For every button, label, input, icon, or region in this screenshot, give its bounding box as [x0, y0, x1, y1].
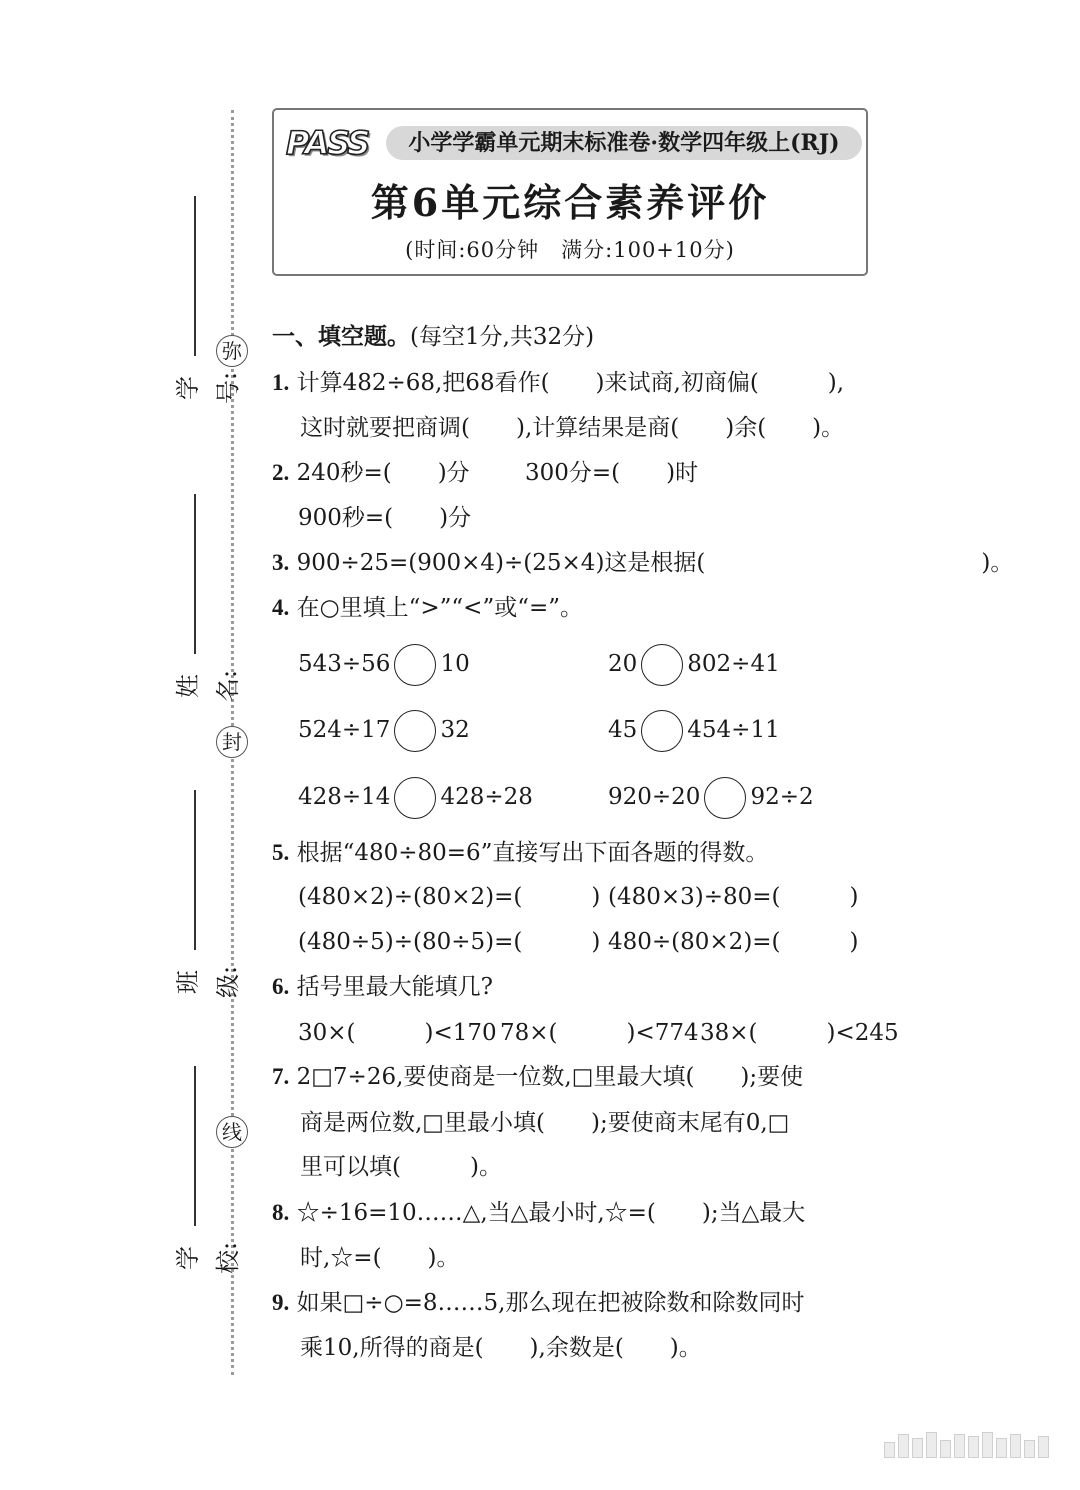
compare-left-operand: 920÷20 — [608, 784, 701, 810]
question-6-item-c: 38×( )<245 — [700, 1020, 899, 1046]
question-7-number: 7. — [272, 1064, 290, 1089]
question-1-line-1 — [272, 368, 844, 398]
question-2-number: 2. — [272, 460, 290, 485]
answer-circle[interactable] — [641, 644, 683, 686]
question-8-text-1: ☆÷16=10……△,当△最小时,☆=( );当△最大 — [296, 1200, 806, 1226]
question-5-text: 根据“480÷80=6”直接写出下面各题的得数。 — [296, 840, 769, 866]
answer-circle[interactable] — [394, 710, 436, 752]
time-info: (时间:60分钟 满分:100+10分) — [405, 238, 735, 262]
question-3-number: 3. — [272, 550, 290, 575]
question-8-text-2: 时,☆=( )。 — [300, 1245, 460, 1271]
question-5 — [272, 838, 768, 868]
answer-circle[interactable] — [641, 710, 683, 752]
question-8-line-1 — [272, 1198, 805, 1228]
section-heading — [272, 322, 594, 352]
compare-right-operand: 92÷2 — [750, 784, 814, 810]
question-1-text-2: 这时就要把商调( ),计算结果是商( )余( )。 — [300, 415, 845, 441]
question-9-text-2: 乘10,所得的商是( ),余数是( )。 — [300, 1335, 702, 1361]
question-5-item-d: 480÷(80×2)=( ) — [608, 929, 859, 955]
page-title: 第6单元综合素养评价 — [370, 180, 770, 225]
question-4-number: 4. — [272, 595, 290, 620]
school-label: 学校: — [174, 1241, 242, 1275]
answer-circle[interactable] — [394, 644, 436, 686]
question-9-line-1 — [272, 1288, 804, 1318]
question-3 — [272, 548, 1013, 578]
question-2-item-c: 900秒=( )分 — [298, 505, 472, 531]
compare-left-operand: 524÷17 — [298, 717, 391, 743]
compare-row-1-right — [608, 642, 780, 686]
watermark-bars — [884, 1432, 1056, 1458]
compare-right-operand: 454÷11 — [687, 717, 780, 743]
question-4 — [272, 593, 583, 623]
pass-logo: PASS — [286, 124, 369, 162]
question-5-item-a: (480×2)÷(80×2)=( ) — [298, 884, 601, 910]
compare-row-1-left — [298, 642, 470, 686]
answer-circle[interactable] — [704, 777, 746, 819]
seal-mi: 弥 — [216, 335, 248, 367]
question-6-item-b: 78×( )<774 — [500, 1020, 699, 1046]
compare-left-operand: 45 — [608, 717, 638, 743]
compare-right-operand: 428÷28 — [440, 784, 533, 810]
question-7-text-2: 商是两位数,□里最小填( );要使商末尾有0,□ — [300, 1110, 790, 1136]
compare-right-operand: 10 — [440, 651, 470, 677]
compare-row-3-right — [608, 775, 814, 819]
question-5-number: 5. — [272, 840, 290, 865]
question-6-number: 6. — [272, 974, 290, 999]
section-heading-title: 一、填空题。 — [272, 323, 410, 350]
question-5-item-c: (480÷5)÷(80÷5)=( ) — [298, 929, 601, 955]
question-8-number: 8. — [272, 1200, 290, 1225]
question-2-item-a: 240秒=( )分 — [296, 460, 470, 486]
compare-row-2-left — [298, 708, 470, 752]
compare-left-operand: 428÷14 — [298, 784, 391, 810]
compare-right-operand: 32 — [440, 717, 470, 743]
section-heading-note: (每空1分,共32分) — [410, 324, 595, 350]
answer-circle[interactable] — [394, 777, 436, 819]
question-1-number: 1. — [272, 370, 290, 395]
question-1-text-1: 计算482÷68,把68看作( )来试商,初商偏( ), — [296, 370, 845, 396]
question-6 — [272, 972, 493, 1002]
compare-row-3-left — [298, 775, 533, 819]
question-3-text: 900÷25=(900×4)÷(25×4)这是根据( )。 — [296, 550, 1014, 576]
name-label: 姓名: — [174, 669, 242, 703]
question-2-item-b: 300分=( )时 — [525, 460, 699, 486]
question-6-text: 括号里最大能填几? — [296, 974, 493, 1000]
question-6-item-a: 30×( )<170 — [298, 1020, 497, 1046]
compare-row-2-right — [608, 708, 780, 752]
question-7-text-3: 里可以填( )。 — [300, 1154, 502, 1180]
question-9-text-1: 如果□÷○=8……5,那么现在把被除数和除数同时 — [296, 1290, 805, 1316]
compare-left-operand: 20 — [608, 651, 638, 677]
question-2-line-1 — [272, 458, 470, 488]
compare-left-operand: 543÷56 — [298, 651, 391, 677]
question-9-number: 9. — [272, 1290, 290, 1315]
student-number-label: 学号: — [174, 371, 242, 405]
seal-feng: 封 — [216, 726, 248, 758]
question-7-line-1 — [272, 1062, 803, 1092]
question-5-item-b: (480×3)÷80=( ) — [608, 884, 859, 910]
question-4-text: 在○里填上“>”“<”或“=”。 — [296, 595, 583, 621]
question-7-text-1: 2□7÷26,要使商是一位数,□里最大填( );要使 — [296, 1064, 804, 1090]
class-label: 班级: — [174, 965, 242, 999]
compare-right-operand: 802÷41 — [687, 651, 780, 677]
series-title: 小学学霸单元期末标准卷·数学四年级上(RJ) — [386, 126, 862, 160]
seal-xian: 线 — [216, 1116, 248, 1148]
header-box — [272, 108, 868, 276]
